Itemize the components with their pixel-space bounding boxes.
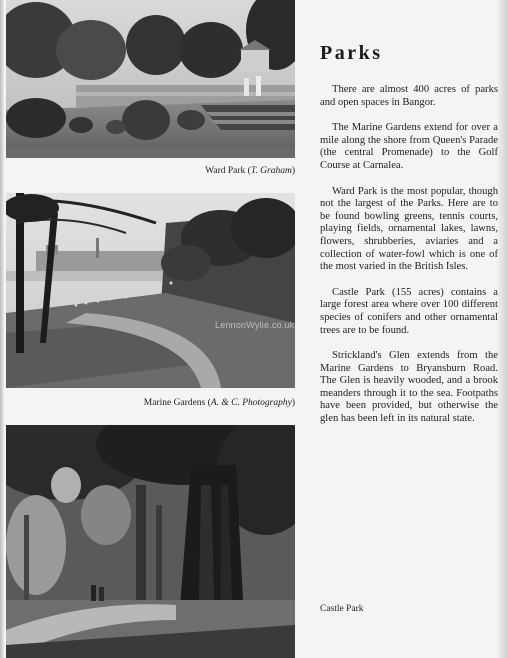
paragraph-1: There are almost 400 acres of parks and open spaces in Bangor. xyxy=(320,84,498,108)
ward-park-caption-credit: T. Graham xyxy=(250,166,292,176)
ward-park-image xyxy=(6,0,295,158)
paragraph-2: The Marine Gardens extend for over a mile along the shore from Queen's Parade (the central Promenade) to the Golf Course at Carnalea. xyxy=(320,122,498,171)
page-title: Parks xyxy=(320,42,383,64)
paragraph-3: Ward Park is the most popular, though not the largest of the Parks. Here are to be found bowling greens, tennis courts, playing fields, ornamental lakes, lawns, flowers, shrubberies, aviaries and a collection of water-fowl which is one of the most varied in the British Isles. xyxy=(320,185,498,273)
watermark: LennonWylie.co.uk xyxy=(215,320,295,330)
castle-park-photo xyxy=(6,425,295,658)
paragraph-5: Strickland's Glen extends from the Marine Gardens to Bryansburn Road. The Glen is heavily wooded, and a brook meanders through it to the sea. Footpaths have been provided, but otherwise the glen has been left in its natural state. xyxy=(320,350,498,425)
marine-gardens-caption-credit: A. & C. Photography xyxy=(210,398,292,408)
castle-park-caption: Castle Park xyxy=(320,604,364,614)
castle-park-image xyxy=(6,425,295,658)
page-right-edge xyxy=(498,0,508,658)
page-left-edge xyxy=(0,0,4,658)
article-column xyxy=(320,40,498,439)
ward-park-caption: Ward Park (T. Graham) xyxy=(205,166,295,176)
marine-gardens-caption: Marine Gardens (A. & C. Photography) xyxy=(143,398,295,408)
paragraph-4: Castle Park (155 acres) contains a large forest area where over 100 different species of conifers and other ornamental trees are to be found. xyxy=(320,286,498,336)
ward-park-photo xyxy=(6,0,295,158)
marine-gardens-photo xyxy=(6,193,295,388)
ward-park-caption-name: Ward Park xyxy=(205,166,246,176)
marine-gardens-caption-name: Marine Gardens xyxy=(143,398,206,408)
marine-gardens-image xyxy=(6,193,295,388)
